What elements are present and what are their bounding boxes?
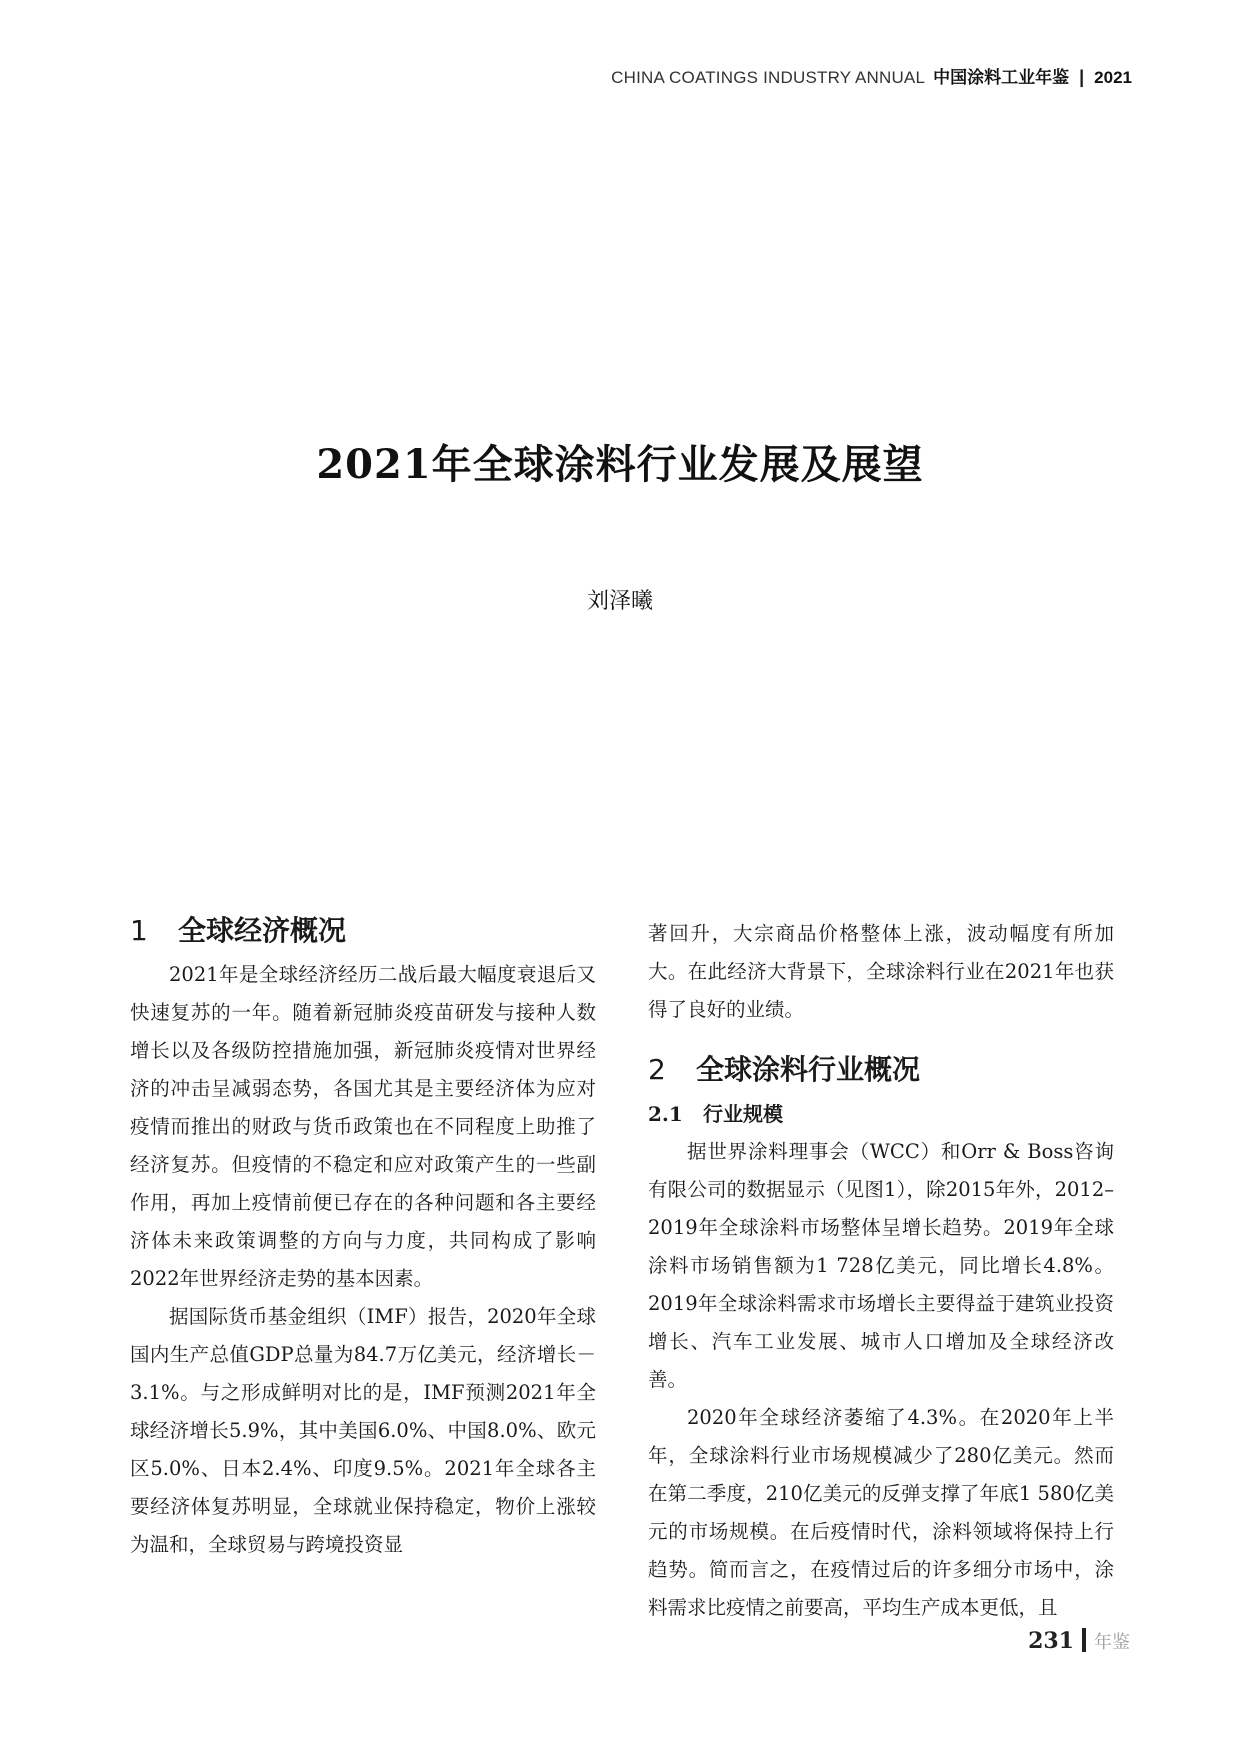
page-number: 231 (1028, 1628, 1074, 1654)
section-1-heading (130, 908, 596, 954)
subsection-2-1-number: 2.1 (648, 1102, 683, 1126)
left-column (130, 908, 596, 1564)
section-2-title: 全球涂料行业概况 (696, 1053, 921, 1086)
header-separator: | (1079, 67, 1085, 87)
section-2-number: 2 (648, 1053, 666, 1086)
section-1-title: 全球经济概况 (178, 914, 347, 947)
header-chinese-title: 中国涂料工业年鉴 (933, 68, 1070, 88)
article-title: 2021年全球涂料行业发展及展望 (316, 441, 924, 488)
footer-divider (1082, 1628, 1086, 1652)
subsection-2-1-paragraph-2: 2020年全球经济萎缩了4.3%。在2020年上半年，全球涂料行业市场规模减少了280亿美元。然而在第二季度，210亿美元的反弹支撑了年底1 580亿美元的市场规模。在后疫情时代，涂料领域将保持上行趋势。简而言之，在疫情过后的许多细分市场中，涂料需求比疫情之前要高，平均生产成本更低，且 (648, 1406, 1114, 1619)
page-footer (1028, 1628, 1130, 1654)
header-year: 2021 (1094, 68, 1132, 87)
subsection-2-1-paragraph-1: 据世界涂料理事会（WCC）和Orr & Boss咨询有限公司的数据显示（见图1），除2015年外，2012–2019年全球涂料市场整体呈增长趋势。2019年全球涂料市场销售额为1 728亿美元，同比增长4.8%。2019年全球涂料需求市场增长主要得益于建筑业投资增长、汽车工业发展、城市人口增加及全球经济改善。 (648, 1140, 1114, 1391)
section-1-number: 1 (130, 914, 148, 947)
subsection-2-1-title: 行业规模 (703, 1102, 783, 1126)
section-1-paragraph-2-continued: 著回升，大宗商品价格整体上涨，波动幅度有所加大。在此经济大背景下，全球涂料行业在2021年也获得了良好的业绩。 (648, 922, 1114, 1021)
section-1-paragraph-2: 据国际货币基金组织（IMF）报告，2020年全球国内生产总值GDP总量为84.7万亿美元，经济增长－3.1%。与之形成鲜明对比的是，IMF预测2021年全球经济增长5.9%，其中美国6.0%、中国8.0%、欧元区5.0%、日本2.4%、印度9.5%。2021年全球各主要经济体复苏明显，全球就业保持稳定，物价上涨较为温和，全球贸易与跨境投资显 (130, 1305, 596, 1556)
running-header (611, 63, 1132, 88)
section-2-heading (648, 1047, 1114, 1093)
article-author: 刘泽曦 (586, 589, 653, 614)
section-1-paragraph-1: 2021年是全球经济经历二战后最大幅度衰退后又快速复苏的一年。随着新冠肺炎疫苗研发与接种人数增长以及各级防控措施加强，新冠肺炎疫情对世界经济的冲击呈减弱态势，各国尤其是主要经济体为应对疫情而推出的财政与货币政策也在不同程度上助推了经济复苏。但疫情的不稳定和应对政策产生的一些副作用，再加上疫情前便已存在的各种问题和各主要经济体未来政策调整的方向与力度，共同构成了影响2022年世界经济走势的基本因素。 (130, 963, 596, 1290)
right-column (648, 915, 1114, 1627)
subsection-2-1-heading (648, 1095, 1114, 1133)
footer-label: 年鉴 (1094, 1632, 1130, 1653)
header-english-title: CHINA COATINGS INDUSTRY ANNUAL (611, 68, 926, 87)
